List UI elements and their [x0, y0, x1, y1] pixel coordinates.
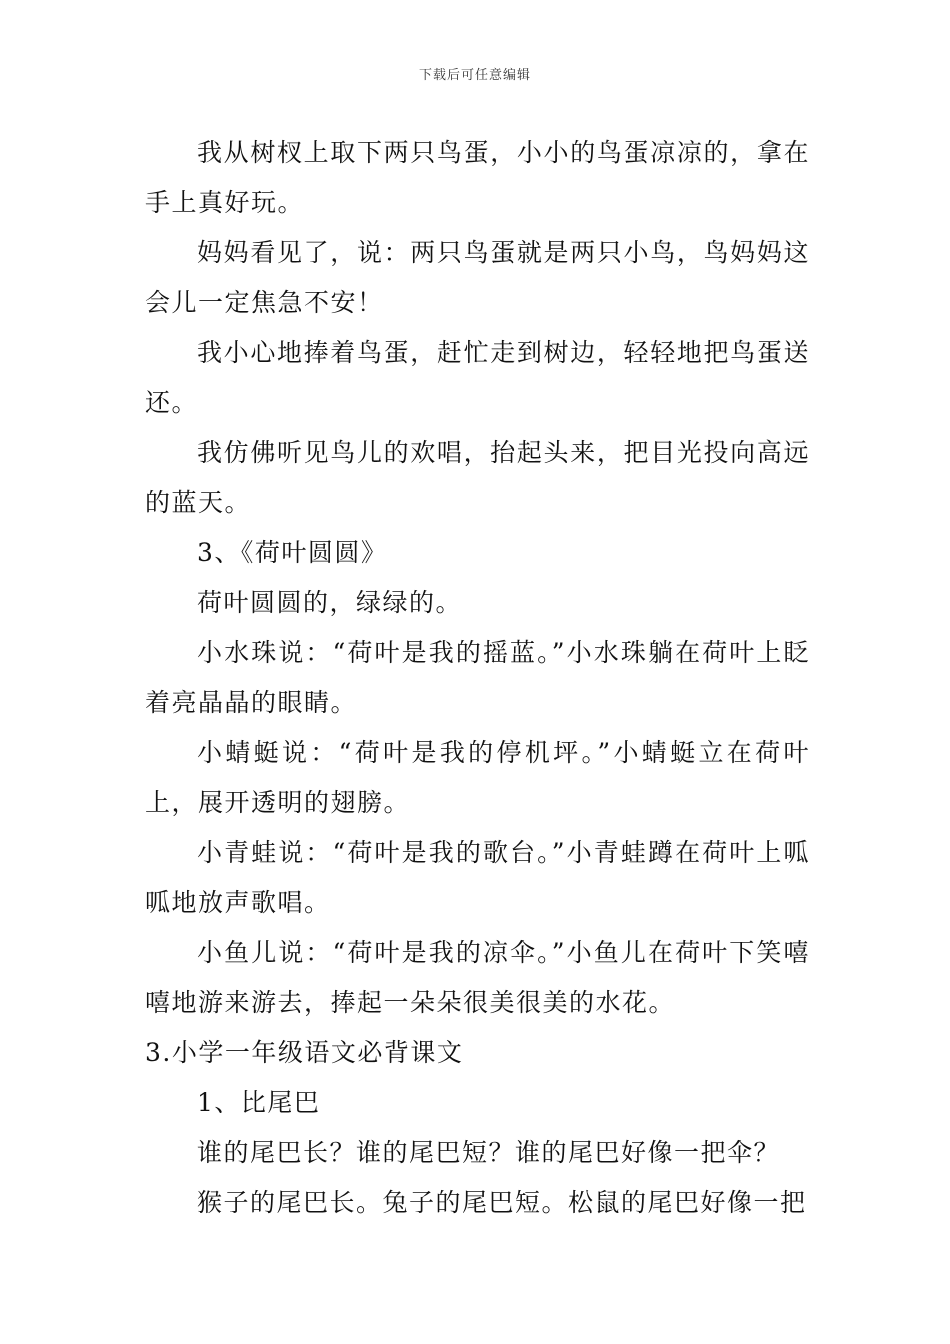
paragraph: 我小心地捧着鸟蛋，赶忙走到树边，轻轻地把鸟蛋送还。: [145, 338, 810, 417]
page-header: 下载后可任意编辑: [418, 68, 531, 83]
paragraph: 妈妈看见了，说：两只鸟蛋就是两只小鸟，鸟妈妈这会儿一定焦急不安！: [145, 238, 810, 317]
paragraph: 小蜻蜓说：“荷叶是我的停机坪。”小蜻蜓立在荷叶上，展开透明的翅膀。: [145, 738, 810, 817]
paragraph: 荷叶圆圆的，绿绿的。: [197, 588, 463, 617]
section-heading: 1、比尾巴: [197, 1088, 321, 1117]
document-body: [145, 128, 810, 1228]
chapter-heading: 3.小学一年级语文必背课文: [145, 1038, 464, 1067]
paragraph: 猴子的尾巴长。兔子的尾巴短。松鼠的尾巴好像一把: [197, 1188, 807, 1217]
paragraph: 谁的尾巴长？谁的尾巴短？谁的尾巴好像一把伞？: [197, 1138, 781, 1167]
paragraph: 我从树杈上取下两只鸟蛋，小小的鸟蛋凉凉的，拿在手上真好玩。: [145, 138, 810, 217]
paragraph: 小水珠说：“荷叶是我的摇蓝。”小水珠躺在荷叶上眨着亮晶晶的眼睛。: [145, 638, 810, 717]
section-heading: 3、《荷叶圆圆》: [197, 538, 388, 567]
paragraph: 小青蛙说：“荷叶是我的歌台。”小青蛙蹲在荷叶上呱呱地放声歌唱。: [145, 838, 810, 917]
paragraph: 我仿佛听见鸟儿的欢唱，抬起头来，把目光投向高远的蓝天。: [145, 438, 810, 517]
paragraph: 小鱼儿说：“荷叶是我的凉伞。”小鱼儿在荷叶下笑嘻嘻地游来游去，捧起一朵朵很美很美的水花。: [145, 938, 810, 1017]
